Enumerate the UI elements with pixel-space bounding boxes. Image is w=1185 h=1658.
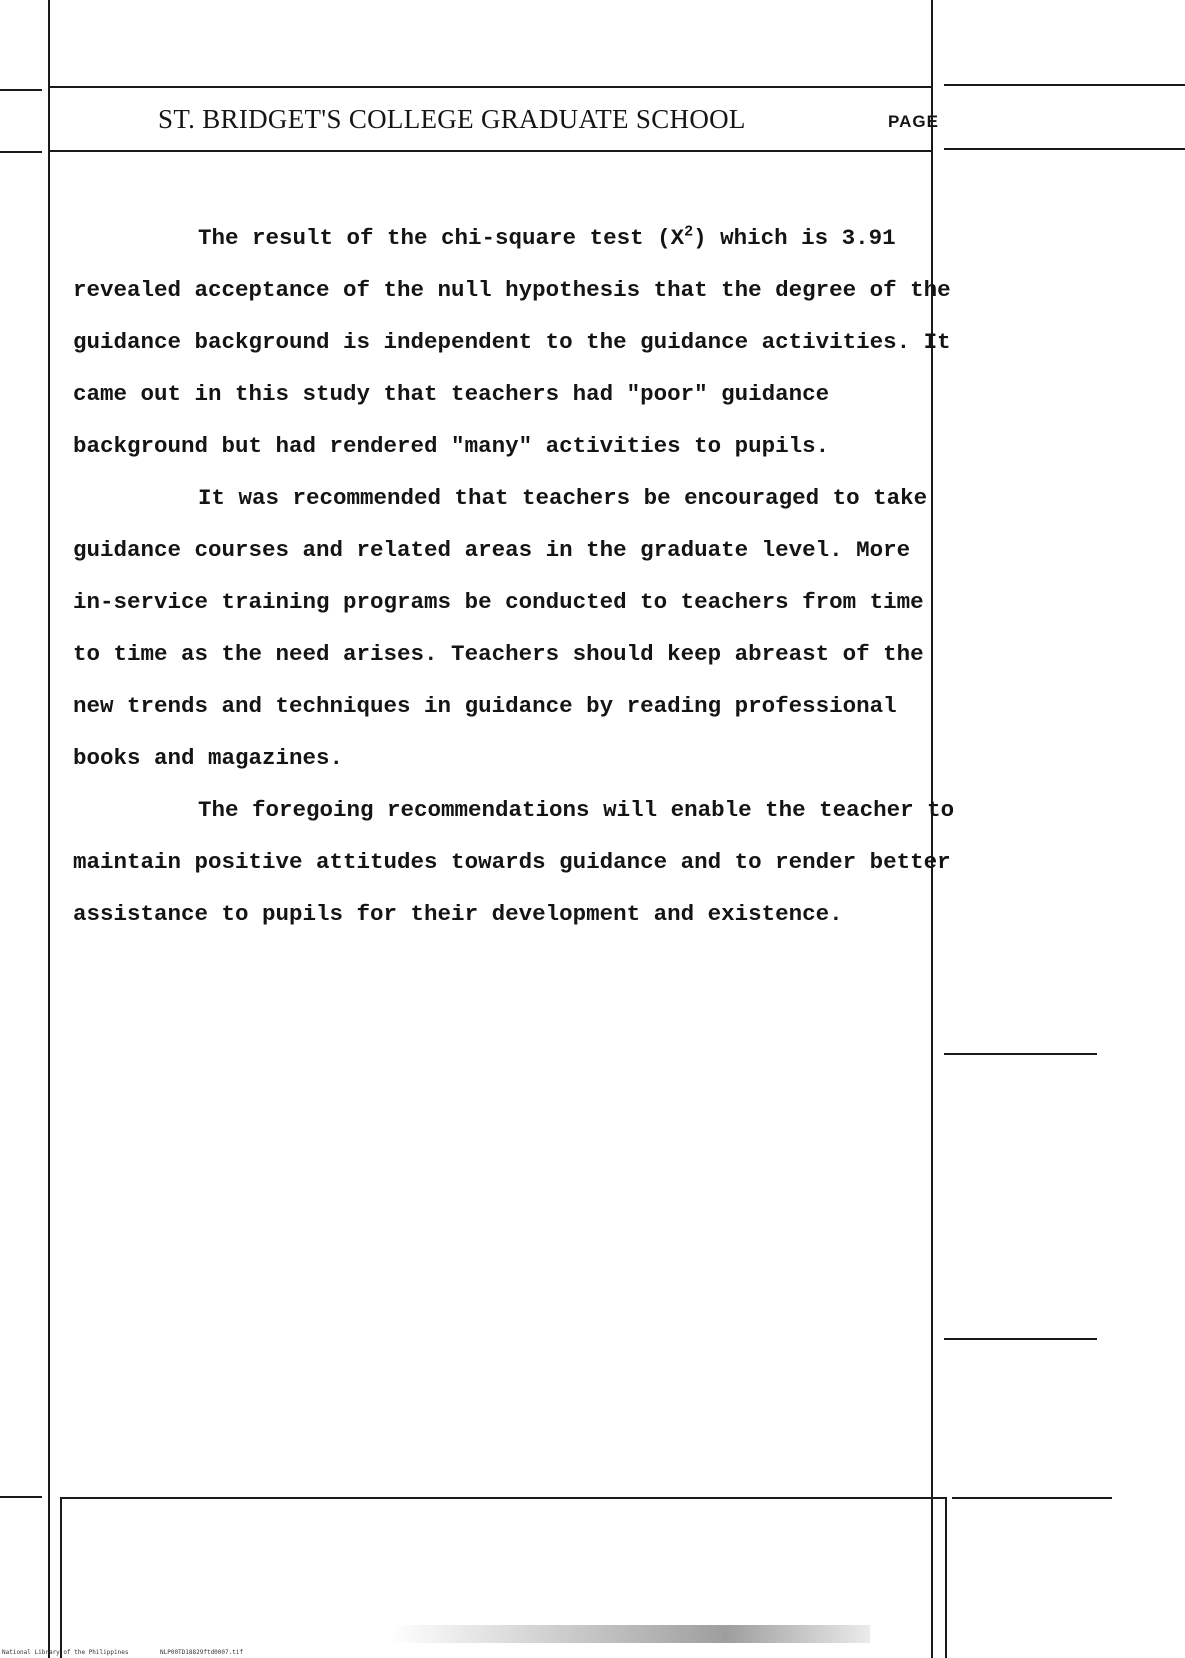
school-header-title: ST. BRIDGET'S COLLEGE GRADUATE SCHOOL (158, 104, 746, 134)
paragraph-1-rest: ) which is 3.91 revealed acceptance of the null hypothesis that the degree of the guidance background is independent to the guidance activities. It came out in this study that teachers had "poor" guidance background but had rendered "many" activities to pupils. (73, 225, 951, 459)
scan-smudge (390, 1625, 870, 1643)
superscript-two: 2 (684, 223, 694, 241)
header-top-rule-left (0, 89, 42, 91)
footer-left-stub-rule (60, 1497, 62, 1658)
right-column-rule-1 (944, 1053, 1097, 1055)
library-footer-note: National Library of the Philippines (2, 1649, 129, 1656)
header-bottom-rule (50, 150, 931, 152)
footer-rule-left (0, 1496, 42, 1498)
page-label: PAGE (888, 112, 939, 131)
document-body (73, 212, 963, 940)
paragraph-recommendations: It was recommended that teachers be encouraged to take guidance courses and related areas in the graduate level. More in-service training programs be conducted to teachers from time to time as the need arises. Teachers should keep abreast of the new trends and techniques in guidance by reading professional books and magazines. (73, 485, 928, 771)
header-bottom-rule-left (0, 151, 42, 153)
footer-rule-right (952, 1497, 1112, 1499)
header-top-rule-right (944, 84, 1185, 86)
scan-file-name: NLP00TD18829ftd0007.tif (160, 1649, 244, 1656)
right-column-rule-2 (944, 1338, 1097, 1340)
left-margin-rule (48, 0, 50, 1658)
paragraph-conclusion: The foregoing recommendations will enable the teacher to maintain positive attitudes towards guidance and to render better assistance to pupils for their development and existence. (73, 797, 955, 927)
paragraph-1-start: The result of the chi-square test (X (198, 225, 685, 251)
footer-rule (62, 1497, 945, 1499)
footer-right-stub-rule (945, 1497, 947, 1658)
header-top-rule (50, 86, 931, 88)
header-bottom-rule-right (944, 148, 1185, 150)
paragraph-chi-square-result (73, 212, 963, 472)
